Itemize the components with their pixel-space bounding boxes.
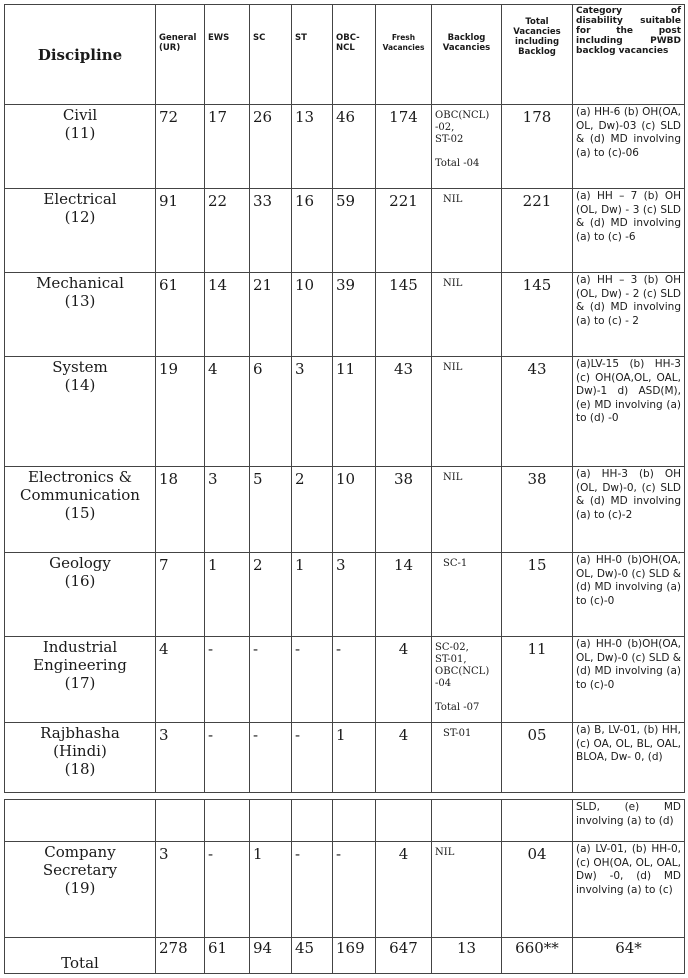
- st-cell: -: [292, 723, 333, 793]
- total-cell: 178: [502, 105, 573, 189]
- general-cell: 18: [156, 467, 205, 553]
- header-fresh: Fresh Vacancies: [376, 5, 432, 105]
- discipline-cell: Electronics & Communication (15): [5, 467, 156, 553]
- table-row: [5, 273, 685, 357]
- general-cell: 3: [156, 842, 205, 938]
- totals-row: [5, 938, 685, 974]
- st-cell: 2: [292, 467, 333, 553]
- ews-cell: 3: [205, 467, 250, 553]
- backlog-cell: NIL: [432, 842, 502, 938]
- fresh-cell: 38: [376, 467, 432, 553]
- fresh-cell: 4: [376, 723, 432, 793]
- total-cell: 221: [502, 189, 573, 273]
- vacancy-table: [4, 4, 685, 793]
- st-cell: 10: [292, 273, 333, 357]
- pwbd-cell: (a) LV-01, (b) HH-0, (c) OH(OA, OL, OAL, Dw) -0, (d) MD involving (a) to (c): [573, 842, 685, 938]
- discipline-cell: Electrical (12): [5, 189, 156, 273]
- vacancy-table-continued: [4, 799, 685, 974]
- pwbd-cell: (a) HH-3 (b) OH (OL, Dw)-0, (c) SLD & (d) MD involving (a) to (c)-2: [573, 467, 685, 553]
- total-cell: 05: [502, 723, 573, 793]
- obc-cell: 46: [333, 105, 376, 189]
- discipline-cell: Geology (16): [5, 553, 156, 637]
- pwbd-cell: (a) HH-6 (b) OH(OA, OL, Dw)-03 (c) SLD & (d) MD involving (a) to (c)-06: [573, 105, 685, 189]
- table-row: [5, 553, 685, 637]
- backlog-cell: NIL: [432, 467, 502, 553]
- discipline-cell: Civil (11): [5, 105, 156, 189]
- totals-obc: 169: [333, 938, 376, 974]
- totals-ews: 61: [205, 938, 250, 974]
- obc-cell: -: [333, 842, 376, 938]
- table-body: [5, 105, 685, 793]
- continuation-pwbd: SLD, (e) MD involving (a) to (d): [573, 800, 685, 842]
- fresh-cell: 14: [376, 553, 432, 637]
- st-cell: -: [292, 842, 333, 938]
- totals-general: 278: [156, 938, 205, 974]
- sc-cell: 1: [250, 842, 292, 938]
- sc-cell: 6: [250, 357, 292, 467]
- backlog-cell: NIL: [432, 357, 502, 467]
- header-obc: OBC-NCL: [333, 5, 376, 105]
- backlog-cell: NIL: [432, 273, 502, 357]
- obc-cell: 10: [333, 467, 376, 553]
- obc-cell: 1: [333, 723, 376, 793]
- totals-label: Total: [5, 938, 156, 974]
- header-st: ST: [292, 5, 333, 105]
- header-ews: EWS: [205, 5, 250, 105]
- discipline-cell: Industrial Engineering (17): [5, 637, 156, 723]
- obc-cell: 11: [333, 357, 376, 467]
- general-cell: 19: [156, 357, 205, 467]
- pwbd-cell: (a) HH-0 (b)OH(OA, OL, Dw)-0 (c) SLD & (d) MD involving (a) to (c)-0: [573, 637, 685, 723]
- st-cell: 13: [292, 105, 333, 189]
- sc-cell: 2: [250, 553, 292, 637]
- fresh-cell: 145: [376, 273, 432, 357]
- backlog-cell: OBC(NCL) -02, ST-02 Total -04: [432, 105, 502, 189]
- ews-cell: 17: [205, 105, 250, 189]
- table-row: [5, 842, 685, 938]
- ews-cell: -: [205, 637, 250, 723]
- header-discipline: Discipline: [5, 5, 156, 105]
- backlog-cell: ST-01: [432, 723, 502, 793]
- table-row: [5, 723, 685, 793]
- totals-fresh: 647: [376, 938, 432, 974]
- table-row: [5, 189, 685, 273]
- general-cell: 72: [156, 105, 205, 189]
- totals-backlog: 13: [432, 938, 502, 974]
- general-cell: 91: [156, 189, 205, 273]
- general-cell: 7: [156, 553, 205, 637]
- st-cell: -: [292, 637, 333, 723]
- ews-cell: -: [205, 842, 250, 938]
- table-row: [5, 637, 685, 723]
- discipline-cell: Company Secretary (19): [5, 842, 156, 938]
- ews-cell: 4: [205, 357, 250, 467]
- continuation-row: [5, 800, 685, 842]
- st-cell: 3: [292, 357, 333, 467]
- general-cell: 4: [156, 637, 205, 723]
- obc-cell: 3: [333, 553, 376, 637]
- pwbd-cell: (a) HH-0 (b)OH(OA, OL, Dw)-0 (c) SLD & (d) MD involving (a) to (c)-0: [573, 553, 685, 637]
- header-general: General (UR): [156, 5, 205, 105]
- sc-cell: 33: [250, 189, 292, 273]
- total-cell: 11: [502, 637, 573, 723]
- totals-pwbd: 64*: [573, 938, 685, 974]
- header-row: [5, 5, 685, 105]
- header-backlog: Backlog Vacancies: [432, 5, 502, 105]
- vacancy-table-wrapper: [4, 4, 684, 974]
- sc-cell: 5: [250, 467, 292, 553]
- pwbd-cell: (a) B, LV-01, (b) HH, (c) OA, OL, BL, OAL, BLOA, Dw- 0, (d): [573, 723, 685, 793]
- sc-cell: 26: [250, 105, 292, 189]
- ews-cell: -: [205, 723, 250, 793]
- header-sc: SC: [250, 5, 292, 105]
- total-cell: 38: [502, 467, 573, 553]
- table-row: [5, 357, 685, 467]
- fresh-cell: 174: [376, 105, 432, 189]
- table-row: [5, 467, 685, 553]
- obc-cell: 39: [333, 273, 376, 357]
- pwbd-cell: (a) HH – 7 (b) OH (OL, Dw) - 3 (c) SLD & (d) MD involving (a) to (c) -6: [573, 189, 685, 273]
- ews-cell: 1: [205, 553, 250, 637]
- table-row: [5, 105, 685, 189]
- totals-st: 45: [292, 938, 333, 974]
- general-cell: 3: [156, 723, 205, 793]
- header-pwbd: Category of disability suitable for the post including PWBD backlog vacancies: [573, 5, 685, 105]
- backlog-cell: NIL: [432, 189, 502, 273]
- pwbd-cell: (a) HH – 3 (b) OH (OL, Dw) - 2 (c) SLD & (d) MD involving (a) to (c) - 2: [573, 273, 685, 357]
- fresh-cell: 4: [376, 637, 432, 723]
- total-cell: 145: [502, 273, 573, 357]
- totals-total: 660**: [502, 938, 573, 974]
- total-cell: 15: [502, 553, 573, 637]
- sc-cell: -: [250, 723, 292, 793]
- total-cell: 04: [502, 842, 573, 938]
- totals-sc: 94: [250, 938, 292, 974]
- backlog-cell: SC-02, ST-01, OBC(NCL) -04 Total -07: [432, 637, 502, 723]
- sc-cell: -: [250, 637, 292, 723]
- ews-cell: 14: [205, 273, 250, 357]
- obc-cell: 59: [333, 189, 376, 273]
- discipline-cell: Rajbhasha (Hindi) (18): [5, 723, 156, 793]
- general-cell: 61: [156, 273, 205, 357]
- obc-cell: -: [333, 637, 376, 723]
- sc-cell: 21: [250, 273, 292, 357]
- st-cell: 1: [292, 553, 333, 637]
- pwbd-cell: (a)LV-15 (b) HH-3 (c) OH(OA,OL, OAL, Dw)-1 d) ASD(M), (e) MD involving (a) to (d) -0: [573, 357, 685, 467]
- total-cell: 43: [502, 357, 573, 467]
- discipline-cell: Mechanical (13): [5, 273, 156, 357]
- discipline-cell: System (14): [5, 357, 156, 467]
- fresh-cell: 4: [376, 842, 432, 938]
- backlog-cell: SC-1: [432, 553, 502, 637]
- fresh-cell: 43: [376, 357, 432, 467]
- fresh-cell: 221: [376, 189, 432, 273]
- header-total: Total Vacancies including Backlog: [502, 5, 573, 105]
- st-cell: 16: [292, 189, 333, 273]
- ews-cell: 22: [205, 189, 250, 273]
